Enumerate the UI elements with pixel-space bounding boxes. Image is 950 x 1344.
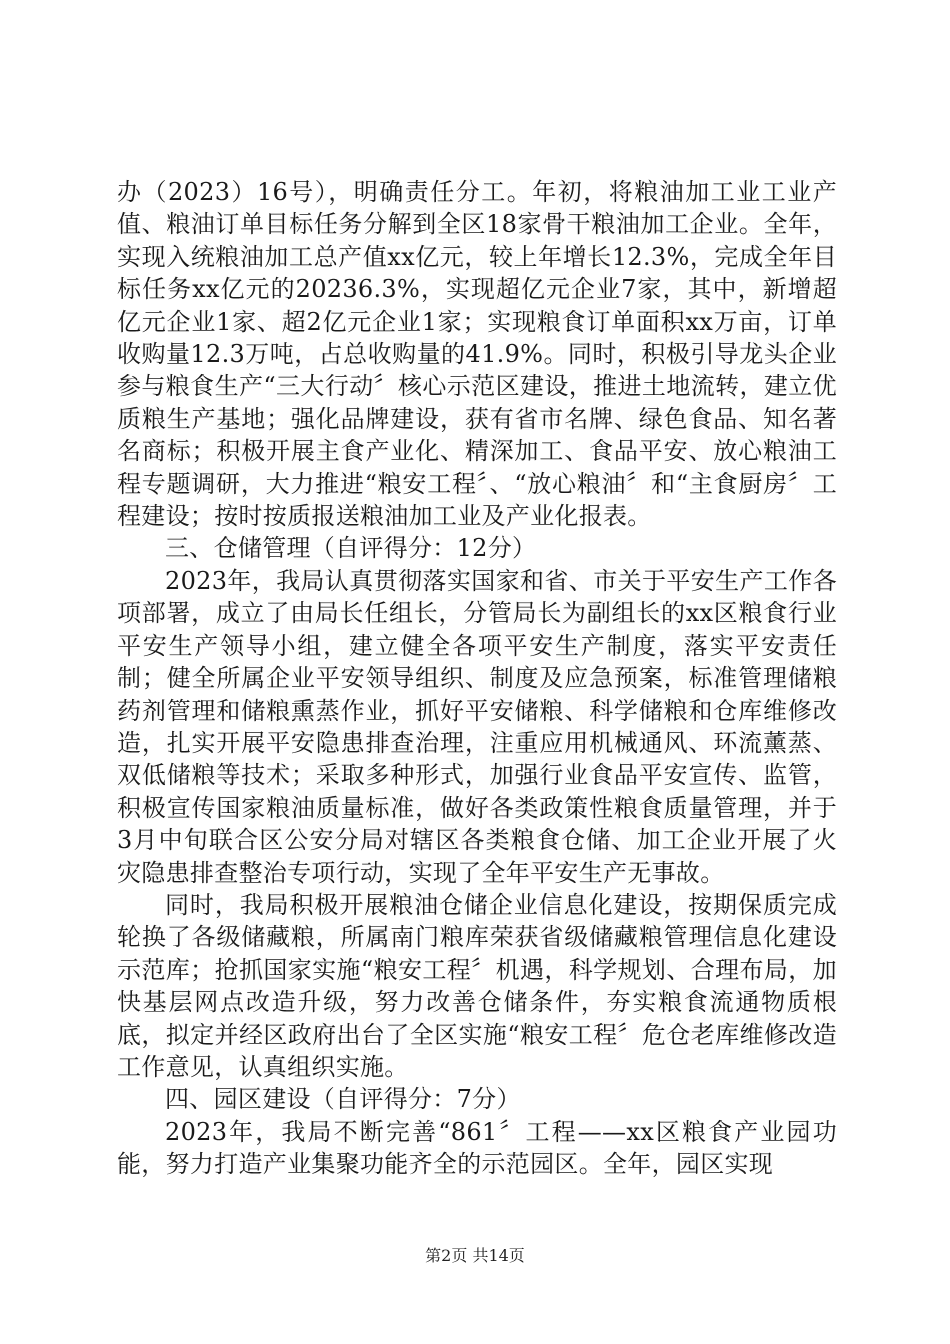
page-number-footer: 第2页 共14页 bbox=[425, 1246, 525, 1265]
section-heading-park: 四、园区建设（自评得分：7分） bbox=[165, 1085, 521, 1114]
paragraph-storage-informatization: 同时，我局积极开展粮油仓储企业信息化建设，按期保质完成轮换了各级储藏粮，所属南门粮库荣获省级储藏粮管理信息化建设示范库；抢抓国家实施“粮安工程〞机遇，科学规划、合理布局，加快基层网点改造升级，努力改善仓储条件，夯实粮食流通物质根底，拟定并经区政府出台了全区实施“粮安工程〞危仓老库维修改造工作意见，认真组织实施。 bbox=[117, 890, 837, 1081]
section-heading-storage: 三、仓储管理（自评得分：12分） bbox=[165, 534, 537, 563]
paragraph-processing-summary: 办（2023）16号），明确责任分工。年初，将粮油加工业工业产值、粮油订单目标任务分解到全区18家骨干粮油加工企业。全年，实现入统粮油加工总产值xx亿元，较上年增长12.3%，完成全年目标任务xx亿元的20236.3%，实现超亿元企业7家，其中，新增超亿元企业1家、超2亿元企业1家；实现粮食订单面积xx万亩，订单收购量12.3万吨，占总收购量的41.9%。同时，积极引导龙头企业参与粮食生产“三大行动〞核心示范区建设，推进土地流转，建立优质粮生产基地；强化品牌建设，获有省市名牌、绿色食品、知名著名商标；积极开展主食产业化、精深加工、食品平安、放心粮油工程专题调研，大力推进“粮安工程〞、“放心粮油〞和“主食厨房〞工程建设；按时按质报送粮油加工业及产业化报表。 bbox=[117, 178, 837, 531]
document-body bbox=[117, 176, 837, 1181]
paragraph-storage-safety: 2023年，我局认真贯彻落实国家和省、市关于平安生产工作各项部署，成立了由局长任组长，分管局长为副组长的xx区粮食行业平安生产领导小组，建立健全各项平安生产制度，落实平安责任制；健全所属企业平安领导组织、制度及应急预案，标准管理储粮药剂管理和储粮熏蒸作业，抓好平安储粮、科学储粮和仓库维修改造，扎实开展平安隐患排查治理，注重应用机械通风、环流薰蒸、双低储粮等技术；采取多种形式，加强行业食品平安宣传、监管，积极宣传国家粮油质量标准，做好各类政策性粮食质量管理，并于3月中旬联合区公安分局对辖区各类粮食仓储、加工企业开展了火灾隐患排查整治专项行动，实现了全年平安生产无事故。 bbox=[117, 566, 837, 887]
paragraph-park-construction: 2023年，我局不断完善“861〞工程——xx区粮食产业园功能，努力打造产业集聚功能齐全的示范园区。全年，园区实现 bbox=[117, 1117, 837, 1179]
